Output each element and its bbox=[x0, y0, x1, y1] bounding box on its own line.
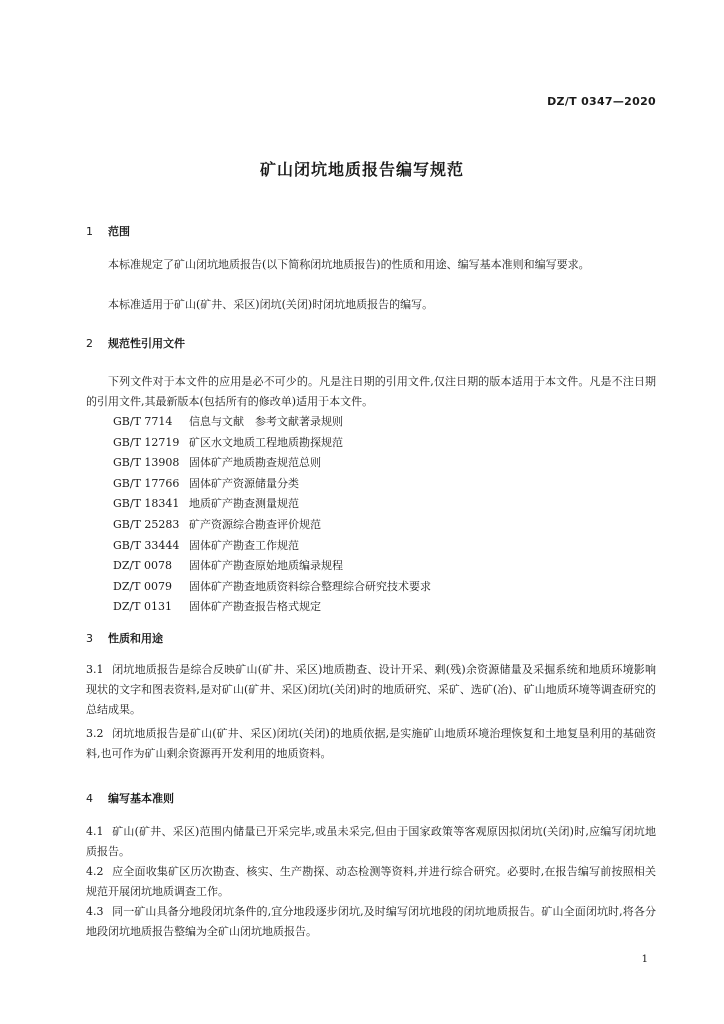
clause-text: 闭坑地质报告是矿山(矿井、采区)闭坑(关闭)的地质依据,是实施矿山地质环境治理恢复和土地复垦利用的基础资料,也可作为矿山剩余资源再开发利用的地质资料。 bbox=[86, 727, 656, 760]
section-3-heading bbox=[86, 630, 163, 646]
section-number: 4 bbox=[86, 792, 93, 805]
ref-code: GB/T 17766 bbox=[113, 476, 180, 490]
clause-3-2 bbox=[86, 724, 656, 764]
ref-code: DZ/T 0131 bbox=[113, 600, 172, 614]
ref-title: 地质矿产勘查测量规范 bbox=[189, 497, 299, 511]
clause-text: 同一矿山具备分地段闭坑条件的,宜分地段逐步闭坑,及时编写闭坑地段的闭坑地质报告。矿山全面闭坑时,将各分地段闭坑地质报告整编为全矿山闭坑地质报告。 bbox=[86, 905, 656, 938]
ref-title: 矿产资源综合勘查评价规范 bbox=[189, 517, 321, 531]
ref-code: GB/T 25283 bbox=[113, 517, 180, 531]
clause-3-1 bbox=[86, 660, 656, 720]
section-title: 编写基本准则 bbox=[108, 792, 174, 805]
ref-title: 固体矿产勘查工作规范 bbox=[189, 538, 299, 552]
ref-code: GB/T 12719 bbox=[113, 435, 180, 449]
ref-title: 信息与文献 参考文献著录规则 bbox=[189, 415, 343, 428]
page-number: 1 bbox=[641, 954, 648, 965]
clause-text: 矿山(矿井、采区)范围内储量已开采完毕,或虽未采完,但由于国家政策等客观原因拟闭坑(关闭)时,应编写闭坑地质报告。 bbox=[86, 825, 656, 858]
clause-4-1 bbox=[86, 822, 656, 862]
section-number: 2 bbox=[86, 337, 93, 350]
section-title: 范围 bbox=[108, 225, 130, 238]
clause-number: 4.2 bbox=[86, 865, 104, 878]
clause-number: 4.1 bbox=[86, 825, 104, 838]
ref-title: 固体矿产勘查原始地质编录规程 bbox=[189, 559, 343, 573]
clause-text: 闭坑地质报告是综合反映矿山(矿井、采区)地质勘查、设计开采、剩(残)余资源储量及采掘系统和地质环境影响现状的文字和图表资料,是对矿山(矿井、采区)闭坑(关闭)时的地质研究、采矿、选矿(冶)、矿山地质环境等调查研究的总结成果。 bbox=[86, 663, 656, 716]
reference-list bbox=[113, 412, 431, 618]
paragraph: 本标准适用于矿山(矿井、采区)闭坑(关闭)时闭坑地质报告的编写。 bbox=[108, 298, 434, 311]
clause-4-2 bbox=[86, 862, 656, 902]
section-4-heading bbox=[86, 790, 174, 806]
section-title: 性质和用途 bbox=[108, 632, 163, 645]
section-number: 3 bbox=[86, 632, 93, 645]
clause-text: 应全面收集矿区历次勘查、核实、生产勘探、动态检测等资料,并进行综合研究。必要时,在报告编写前按照相关规范开展闭坑地质调查工作。 bbox=[86, 865, 656, 898]
ref-title: 矿区水文地质工程地质勘探规范 bbox=[189, 435, 343, 449]
clause-number: 3.2 bbox=[86, 727, 104, 740]
list-item bbox=[113, 494, 431, 515]
section-number: 1 bbox=[86, 225, 93, 238]
list-item bbox=[113, 577, 431, 598]
list-item bbox=[113, 474, 431, 495]
ref-title: 固体矿产勘查地质资料综合整理综合研究技术要求 bbox=[189, 579, 431, 593]
ref-title: 固体矿产资源储量分类 bbox=[189, 476, 299, 490]
clause-4-3 bbox=[86, 902, 656, 942]
ref-code: DZ/T 0078 bbox=[113, 559, 172, 573]
list-item bbox=[113, 556, 431, 577]
ref-code: DZ/T 0079 bbox=[113, 579, 172, 593]
paragraph: 下列文件对于本文件的应用是必不可少的。凡是注日期的引用文件,仅注日期的版本适用于本文件。凡是不注日期的引用文件,其最新版本(包括所有的修改单)适用于本文件。 bbox=[86, 375, 656, 408]
list-item bbox=[113, 536, 431, 557]
ref-title: 固体矿产地质勘查规范总则 bbox=[189, 456, 321, 470]
section-2-heading bbox=[86, 335, 185, 351]
clause-number: 4.3 bbox=[86, 905, 104, 918]
paragraph: 本标准规定了矿山闭坑地质报告(以下简称闭坑地质报告)的性质和用途、编写基本准则和编写要求。 bbox=[108, 258, 590, 271]
list-item bbox=[113, 453, 431, 474]
ref-code: GB/T 13908 bbox=[113, 456, 180, 470]
ref-code: GB/T 7714 bbox=[113, 415, 173, 428]
list-item bbox=[113, 515, 431, 536]
section-1-heading bbox=[86, 223, 130, 239]
clause-number: 3.1 bbox=[86, 663, 104, 676]
list-item bbox=[113, 597, 431, 618]
document-title: 矿山闭坑地质报告编写规范 bbox=[259, 160, 464, 179]
list-item bbox=[113, 412, 431, 433]
standard-code: DZ/T 0347—2020 bbox=[547, 95, 656, 108]
ref-code: GB/T 33444 bbox=[113, 538, 180, 552]
section-title: 规范性引用文件 bbox=[108, 337, 185, 350]
ref-code: GB/T 18341 bbox=[113, 497, 180, 511]
list-item bbox=[113, 433, 431, 454]
ref-title: 固体矿产勘查报告格式规定 bbox=[189, 600, 321, 614]
